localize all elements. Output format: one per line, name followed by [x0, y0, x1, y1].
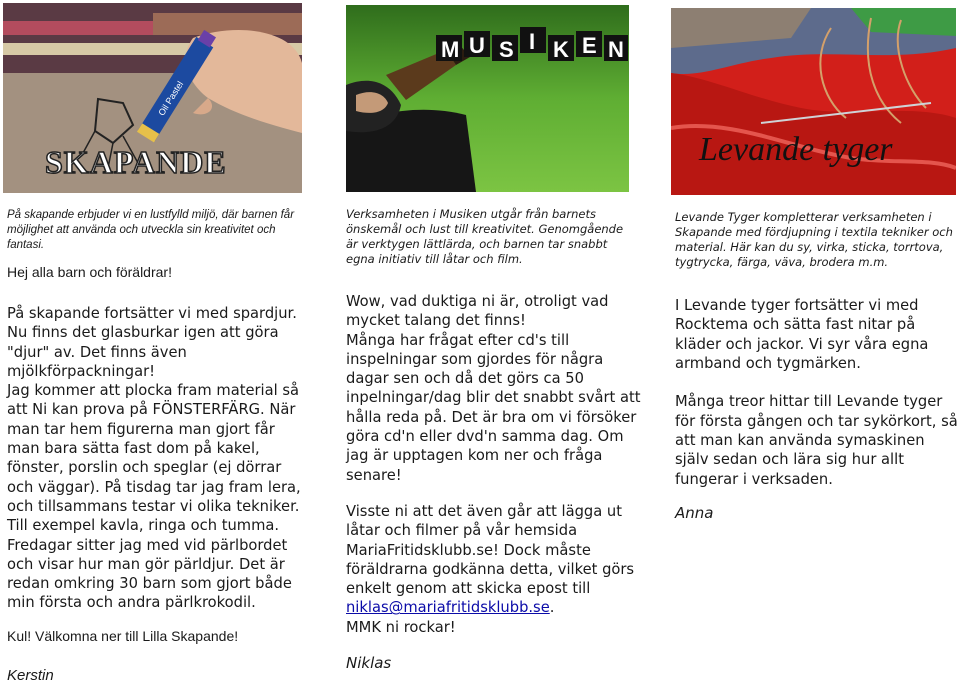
banner-letter-n: N — [608, 37, 624, 62]
skapande-photo — [3, 3, 302, 193]
musiken-web-end: . — [549, 599, 555, 617]
tyger-photo — [671, 8, 956, 195]
tyger-body: I Levande tyger fortsätter vi med Rocktema och sätta fast nitar på kläder och jackor. Vi syr våra egna armband och tygmärken. Många treor hittar till Levande tyger för första gången och tar sykörkort, så att man kan använda symaskinen själv sedan och lära sig hur allt fungerar i verksaden. — [675, 297, 958, 488]
email-link[interactable]: niklas@mariafritidsklubb.se — [346, 599, 550, 617]
banner-letter-s: S — [499, 37, 514, 62]
tyger-signature: Anna — [675, 504, 714, 522]
musiken-body: Wow, vad duktiga ni är, otroligt vad mycket talang det finns! Många har frågat efter cd's till inspelningar som gjordes för några dagar sen och då det görs ca 50 inpelningar/dag blir det snabbt svårt att hålla reda på. Det är bra om vi försöker göra cd'n eller dvd'n samma dag. Om jag är upptagen kom ner och fråga senare! — [346, 293, 641, 484]
banner-letter-i: I — [529, 29, 536, 54]
skapande-banner: SKAPANDE — [45, 144, 227, 180]
banner-letter-e: E — [582, 33, 597, 58]
banner-letter-m: M — [441, 37, 460, 62]
banner-letter-u: U — [469, 33, 485, 58]
tyger-banner: Levande tyger — [699, 131, 893, 168]
crayon-drawing-image — [3, 3, 302, 193]
skapande-body: På skapande fortsätter vi med spardjur. Nu finns det glasburkar igen att göra "djur" av. Det finns även mjölkförpackningar! Jag kommer att plocka fram material så att Ni kan prova på FÖNSTERFÄRG. När man tar hem figurerna man gjort får man bara sätta fast dom på kakel, fönster, porslin och speglar (ej dörrar och väggar). På tisdag tar jag fram lera, och tillsammans testar vi olika tekniker. Till exempel kavla, ringa och tumma. Fredagar sitter jag med vid pärlbordet och visar hur man gör pärldjur. Det är redan omkring 30 barn som gjort både min första och andra pärlkrokodil. — [7, 305, 301, 612]
musiken-closing: MMK ni rockar! — [346, 618, 456, 636]
musiken-web-text: Visste ni att det även går att lägga ut låtar och filmer på vår hemsida MariaFritidsklubb.se! Dock måste föräldrarna godkänna detta, vilket görs enkelt genom att skicka epost till — [346, 503, 635, 598]
crayon-label: Oil Pastel — [156, 79, 186, 118]
red-fabric-image — [671, 8, 956, 195]
skapande-signature: Kerstin — [7, 667, 54, 684]
musiken-web-paragraph — [346, 502, 644, 637]
skapande-closing: Kul! Välkomna ner till Lilla Skapande! — [7, 628, 239, 644]
tyger-intro: Levande Tyger kompletterar verksamheten i Skapande med fördjupning i textila tekniker och material. Här kan du sy, virka, sticka, torrtova, tygtrycka, färga, väva, brodera m.m. — [675, 210, 953, 269]
skapande-greeting: Hej alla barn och föräldrar! — [7, 264, 172, 280]
skapande-intro: På skapande erbjuder vi en lustfylld miljö, där barnen får möjlighet att använda och utveckla sin kreativitet och fantasi. — [7, 209, 295, 251]
banner-letter-k: K — [553, 37, 569, 62]
musiken-photo — [346, 5, 629, 192]
musiken-signature: Niklas — [346, 654, 392, 672]
musiken-intro: Verksamheten i Musiken utgår från barnets önskemål och lust till kreativitet. Genomgående är verktygen lättlärda, och barnen tar snabbt egna initiativ till låtar och film. — [346, 207, 624, 266]
guitar-on-grass-image — [346, 5, 629, 192]
